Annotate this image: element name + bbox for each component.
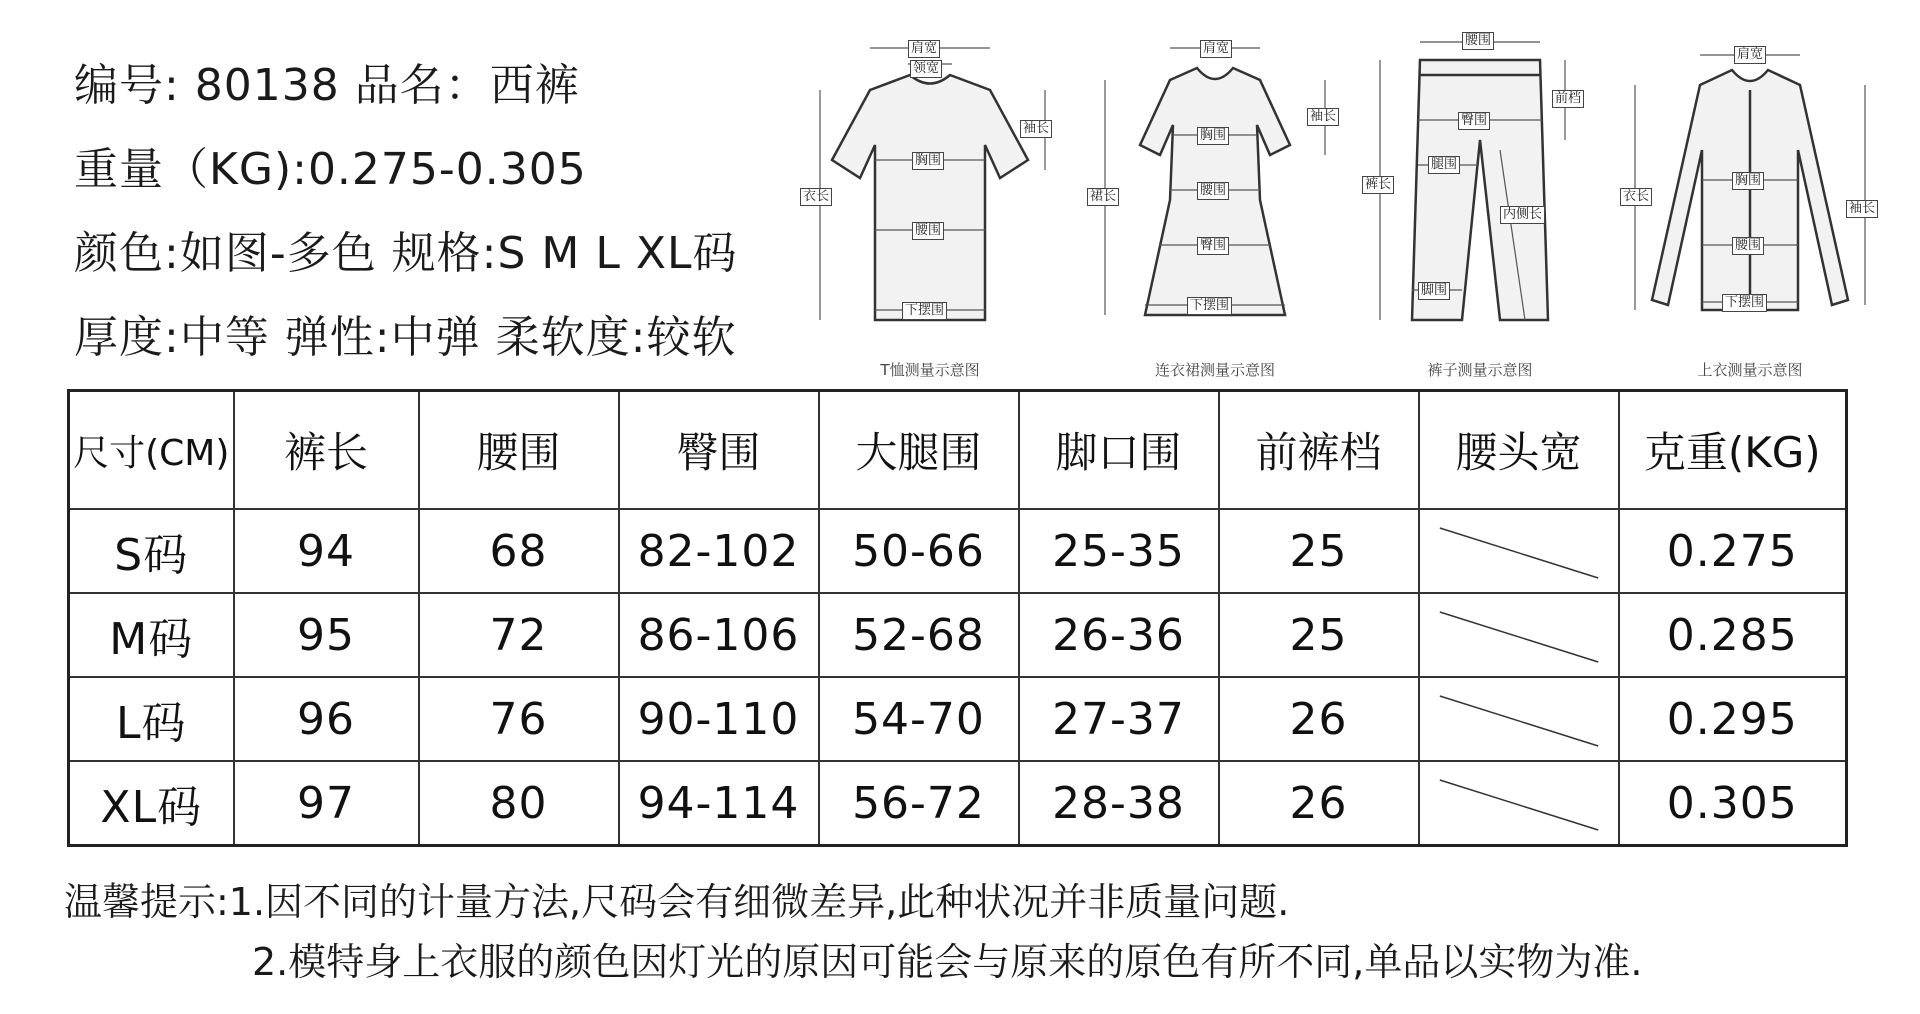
diagonal-slash-icon <box>1420 762 1618 844</box>
table-cell: 76 <box>419 677 619 761</box>
pants-caption: 裤子测量示意图 <box>1427 361 1533 379</box>
table-cell: 50-66 <box>819 509 1019 593</box>
product-weight: 重量（KG):0.275-0.305 <box>74 144 587 195</box>
table-cell: 68 <box>419 509 619 593</box>
table-cell: 97 <box>234 761 419 846</box>
table-cell: 56-72 <box>819 761 1019 846</box>
table-cell: 52-68 <box>819 593 1019 677</box>
diagonal-slash-icon <box>1420 678 1618 760</box>
size-label-cell: L码 <box>69 677 234 761</box>
measurement-diagrams <box>800 20 1910 380</box>
dress-label-length: 裙长 <box>1087 188 1119 206</box>
not-applicable-cell <box>1419 509 1619 593</box>
table-cell: 0.285 <box>1619 593 1847 677</box>
dress-label-shoulder: 肩宽 <box>1200 40 1232 58</box>
table-row <box>69 761 1847 846</box>
table-cell: 25-35 <box>1019 509 1219 593</box>
table-cell: 54-70 <box>819 677 1019 761</box>
table-cell: 95 <box>234 593 419 677</box>
diagonal-slash-icon <box>1420 594 1618 676</box>
table-cell: 86-106 <box>619 593 819 677</box>
not-applicable-cell <box>1419 761 1619 846</box>
dress-label-hem: 下摆围 <box>1187 297 1232 315</box>
size-table <box>67 389 1848 847</box>
tshirt-label-chest: 胸围 <box>912 152 944 170</box>
product-fabric: 厚度:中等 弹性:中弹 柔软度:较软 <box>74 312 737 363</box>
size-label-cell: M码 <box>69 593 234 677</box>
tshirt-label-shoulder: 肩宽 <box>908 40 940 58</box>
table-header-cell: 尺寸(CM) <box>69 391 234 510</box>
shirt-label-shoulder: 肩宽 <box>1734 46 1766 64</box>
shirt-label-waist: 腰围 <box>1732 237 1764 255</box>
table-header-cell: 克重(KG) <box>1619 391 1847 510</box>
shirt-label-length: 衣长 <box>1620 188 1652 206</box>
tshirt-label-sleeve: 袖长 <box>1020 120 1052 138</box>
tshirt-label-collar: 领宽 <box>910 60 942 78</box>
note-line-2: 2.模特身上衣服的颜色因灯光的原因可能会与原来的原色有所不同,单品以实物为准. <box>252 940 1643 984</box>
table-header-row <box>69 391 1847 510</box>
table-header-cell: 裤长 <box>234 391 419 510</box>
table-header-cell: 大腿围 <box>819 391 1019 510</box>
pants-label-leg: 脚围 <box>1418 282 1450 300</box>
not-applicable-cell <box>1419 593 1619 677</box>
shirt-diagram <box>1620 20 1880 380</box>
table-cell: 27-37 <box>1019 677 1219 761</box>
table-header-cell: 腰头宽 <box>1419 391 1619 510</box>
tshirt-diagram <box>800 20 1060 380</box>
pants-diagram <box>1350 20 1610 380</box>
size-label-cell: XL码 <box>69 761 234 846</box>
notes <box>64 872 1642 992</box>
dress-diagram <box>1085 20 1345 380</box>
table-header-cell: 腰围 <box>419 391 619 510</box>
table-cell: 80 <box>419 761 619 846</box>
pants-label-thigh: 腿围 <box>1428 156 1460 174</box>
shirt-label-hem: 下摆围 <box>1722 294 1767 312</box>
table-cell: 72 <box>419 593 619 677</box>
table-cell: 26 <box>1219 677 1419 761</box>
table-cell: 25 <box>1219 593 1419 677</box>
table-cell: 25 <box>1219 509 1419 593</box>
tshirt-label-hem: 下摆围 <box>902 302 947 320</box>
table-cell: 26-36 <box>1019 593 1219 677</box>
tshirt-caption: T恤测量示意图 <box>880 361 980 379</box>
product-color-size: 颜色:如图-多色 规格:S M L XL码 <box>74 228 738 279</box>
table-cell: 90-110 <box>619 677 819 761</box>
pants-label-length: 裤长 <box>1362 176 1394 194</box>
table-cell: 26 <box>1219 761 1419 846</box>
table-row <box>69 677 1847 761</box>
table-row <box>69 593 1847 677</box>
table-header-cell: 臀围 <box>619 391 819 510</box>
table-cell: 0.295 <box>1619 677 1847 761</box>
dress-label-waist: 腰围 <box>1197 182 1229 200</box>
shirt-label-sleeve: 袖长 <box>1846 200 1878 218</box>
table-cell: 0.305 <box>1619 761 1847 846</box>
pants-label-hip: 臀围 <box>1458 112 1490 130</box>
shirt-caption: 上衣测量示意图 <box>1697 361 1803 379</box>
tshirt-label-length: 衣长 <box>800 188 832 206</box>
diagonal-slash-icon <box>1420 510 1618 592</box>
table-header-cell: 前裤档 <box>1219 391 1419 510</box>
pants-label-inseam: 内侧长 <box>1500 206 1545 224</box>
note-line-1: 温馨提示:1.因不同的计量方法,尺码会有细微差异,此种状况并非质量问题. <box>64 880 1290 924</box>
dress-label-sleeve: 袖长 <box>1307 108 1339 126</box>
table-cell: 94-114 <box>619 761 819 846</box>
table-cell: 0.275 <box>1619 509 1847 593</box>
tshirt-label-waist: 腰围 <box>912 222 944 240</box>
dress-caption: 连衣裙测量示意图 <box>1154 361 1275 379</box>
size-label-cell: S码 <box>69 509 234 593</box>
table-cell: 28-38 <box>1019 761 1219 846</box>
product-id-name: 编号: 80138 品名：西裤 <box>74 60 580 111</box>
table-cell: 82-102 <box>619 509 819 593</box>
table-cell: 96 <box>234 677 419 761</box>
table-row <box>69 509 1847 593</box>
pants-label-waist: 腰围 <box>1462 32 1494 50</box>
shirt-label-chest: 胸围 <box>1732 172 1764 190</box>
pants-label-rise: 前档 <box>1552 90 1584 108</box>
not-applicable-cell <box>1419 677 1619 761</box>
dress-label-chest: 胸围 <box>1197 127 1229 145</box>
product-info <box>74 44 738 380</box>
table-header-cell: 脚口围 <box>1019 391 1219 510</box>
dress-label-hip: 臀围 <box>1197 237 1229 255</box>
table-cell: 94 <box>234 509 419 593</box>
